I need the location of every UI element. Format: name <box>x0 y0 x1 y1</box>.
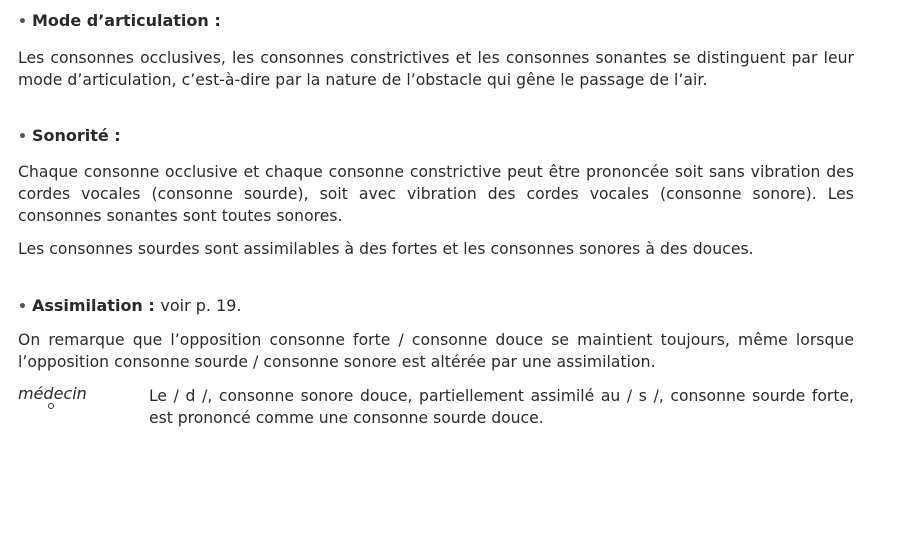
heading-title: Mode d’articulation : <box>31 11 221 30</box>
heading-title: Assimilation : <box>31 296 155 315</box>
paragraph-mode-articulation: Les consonnes occlusives, les consonnes constrictives et les consonnes sonantes se distinguent par leur mode d’articulation, c’est-à-dire par la nature de l’obstacle qui gêne le passage de l’air. <box>18 49 854 89</box>
paragraph-sonorite-1: Chaque consonne occlusive et chaque consonne constrictive peut être prononcée soit sans vibration des cordes vocales (consonne sourde), soit avec vibration des cordes vocales (consonne sonore). Les consonnes sonantes sont toutes sonores. <box>18 163 854 225</box>
page-reference: voir p. 19. <box>160 296 242 315</box>
paragraph-sonorite-2: Les consonnes sourdes sont assimilables à des fortes et les consonnes sonores à des douces. <box>18 240 754 258</box>
heading-title: Sonorité : <box>31 126 121 145</box>
section-heading-mode-articulation <box>18 11 221 30</box>
example-word <box>18 384 87 403</box>
paragraph-assimilation: On remarque que l’opposition consonne forte / consonne douce se maintient toujours, même lorsque l’opposition consonne sourde / consonne sonore est altérée par une assimilation. <box>18 331 854 371</box>
section-heading-assimilation <box>18 296 242 315</box>
bullet-icon: • <box>18 129 27 145</box>
example-explanation: Le / d /, consonne sonore douce, partiellement assimilé au / s /, consonne sourde forte, est prononcé comme une consonne sourde douce. <box>149 387 854 427</box>
example-word-text: médecin <box>18 384 87 403</box>
section-heading-sonorite <box>18 126 121 145</box>
bullet-icon: • <box>18 14 27 30</box>
bullet-icon: • <box>18 299 27 315</box>
devoicing-ring-icon <box>48 403 54 409</box>
